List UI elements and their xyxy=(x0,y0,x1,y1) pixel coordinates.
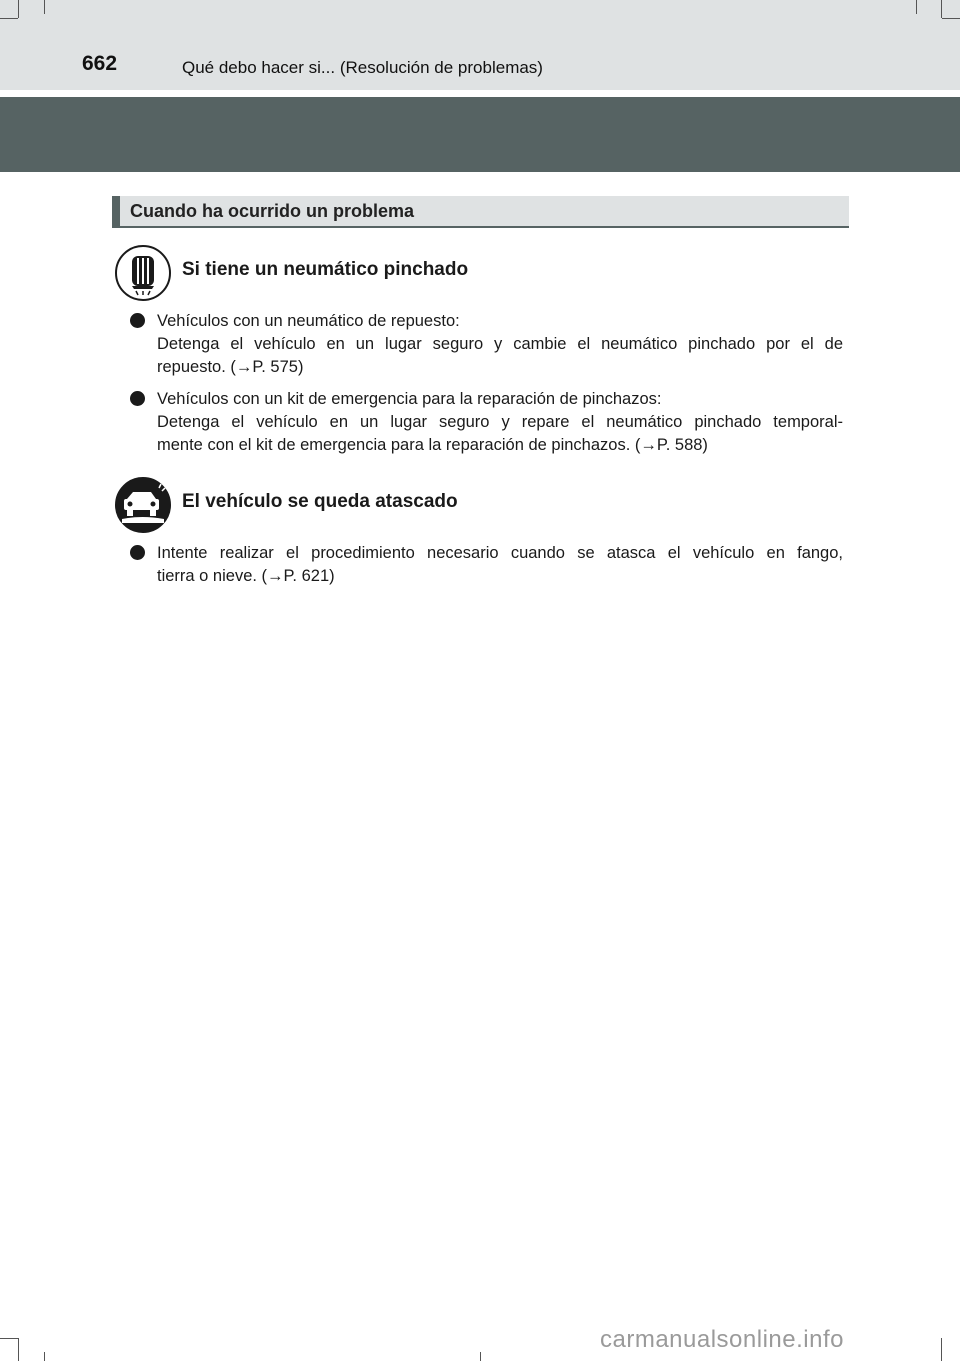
crop-mark xyxy=(18,0,19,18)
crop-mark xyxy=(44,0,45,14)
bullet-icon xyxy=(130,313,145,328)
crop-mark xyxy=(480,1352,481,1361)
list-item-line: Vehículos con un kit de emergencia para la reparación de pinchazos: xyxy=(157,390,662,408)
crop-mark xyxy=(942,18,960,19)
crop-mark xyxy=(941,0,942,18)
crop-mark xyxy=(916,0,917,14)
list-item xyxy=(157,388,843,457)
list-item xyxy=(157,542,843,588)
bullet-icon xyxy=(130,391,145,406)
section-title: Cuando ha ocurrido un problema xyxy=(130,201,415,221)
page-number: 662 xyxy=(82,52,118,75)
list-item-line: Intente realizar el procedimiento necesario cuando se atasca el vehículo en fango, xyxy=(157,544,843,562)
watermark: carmanualsonline.info xyxy=(600,1326,844,1353)
bullet-icon xyxy=(130,545,145,560)
crop-mark xyxy=(941,1338,942,1361)
list-item-line: Vehículos con un neumático de repuesto: xyxy=(157,312,460,330)
stuck-vehicle-icon xyxy=(115,477,171,533)
list-item-line: repuesto. (→P. 575) xyxy=(157,358,304,376)
list-item xyxy=(157,310,843,379)
crop-mark xyxy=(18,1338,19,1361)
list-item-line: tierra o nieve. (→P. 621) xyxy=(157,567,335,585)
flat-tire-icon xyxy=(115,245,171,301)
chapter-banner xyxy=(0,97,960,172)
flat-tire-title: Si tiene un neumático pinchado xyxy=(182,259,469,280)
list-item-line: Detenga el vehículo en un lugar seguro y repare el neumático pinchado temporal- xyxy=(157,413,843,431)
crop-mark xyxy=(0,18,18,19)
crop-mark xyxy=(0,1338,18,1339)
chapter-title: Qué debo hacer si... (Resolución de problemas) xyxy=(182,58,543,77)
list-item-line: Detenga el vehículo en un lugar seguro y cambie el neumático pinchado por el de xyxy=(157,335,843,353)
list-item-line: mente con el kit de emergencia para la reparación de pinchazos. (→P. 588) xyxy=(157,436,708,454)
stuck-vehicle-title: El vehículo se queda atascado xyxy=(182,491,458,512)
crop-mark xyxy=(44,1352,45,1361)
